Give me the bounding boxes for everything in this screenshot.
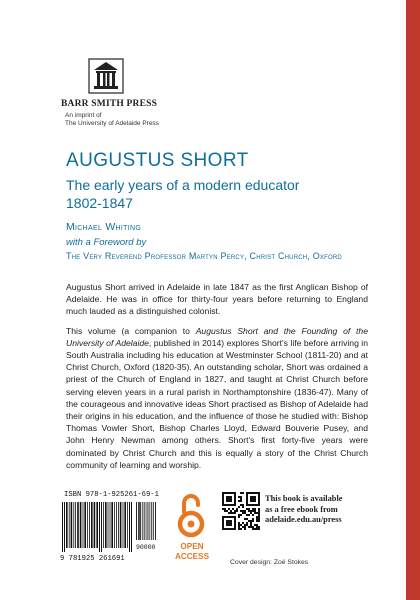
ebook-link[interactable]: adelaide.edu.au/press (265, 515, 342, 524)
cover-design-credit: Cover design: Zoë Stokes (230, 559, 309, 566)
isbn-label: ISBN 978-1-925261-69-1 (64, 491, 159, 499)
book-subtitle (66, 176, 299, 212)
subtitle-line-1: The early years of a modern educator (66, 177, 300, 193)
open-access-label (172, 542, 212, 561)
foreword-intro: with a Foreword by (66, 237, 147, 248)
foreword-author: The Very Reverend Professor Martyn Percy, Christ Church, Oxford (66, 251, 342, 261)
blurb-p2-body: , published in 2014) explores Short's life before arriving in South Australia including his education at Westminster School (1811-20) and at Christ Church, Oxford (1820-35). An outstanding scholar, Short was ordained a priest of the Church of England in 1827, and taught at Christ Church before serving eleven years in a rural parish in Northamptonshire (1836-47). Many of the courageous and innovative ideas Short practised as Bishop of Adelaide had their origins in his education, and the influence of those he studied with: Bishop Thomas Vowler Short, Bishop Charles Lloyd, Edward Bouverie Pusey, and John Henry Newman among others. Short's first forty-five years were dominated by Christ Church and this is equally a story of the Christ Church community of learning and worship. (66, 337, 368, 470)
imprint-line-2: The University of Adelaide Press (65, 120, 159, 127)
open-access-line-1: OPEN (180, 542, 204, 551)
blurb-p2-companion-title: Augustus Short and the Founding of the University of Adelaide (66, 325, 368, 348)
open-access-line-2: ACCESS (174, 551, 210, 561)
publisher-name: BARR SMITH PRESS (61, 99, 158, 109)
author-name: Michael Whiting (66, 221, 142, 233)
blurb-p2-intro: This volume (a companion to (66, 325, 196, 336)
ebook-line-1: This book is available (265, 494, 343, 503)
blurb-paragraph-2 (66, 325, 368, 471)
back-cover-blurb (66, 281, 368, 478)
press-logo-icon (88, 58, 124, 94)
open-access-lock-icon (176, 492, 206, 538)
subtitle-years: 1802-1847 (66, 195, 133, 211)
imprint-line-1: An imprint of (65, 112, 102, 119)
blurb-paragraph-1: Augustus Short arrived in Adelaide in late 1847 as the first Anglican Bishop of Adelaide. He was in office for thirty-four years before returning to England much lauded as a distinguished colonist. (66, 282, 368, 317)
isbn-barcode (60, 491, 172, 571)
ebook-line-2: as a free ebook from (265, 504, 338, 514)
ebook-notice (265, 494, 365, 526)
spine-strip (406, 0, 420, 600)
barcode-addon-digits: 90000 (136, 544, 156, 551)
book-title: AUGUSTUS SHORT (66, 150, 249, 171)
barcode-bars (60, 502, 172, 554)
qr-code-icon (222, 492, 260, 530)
publisher-imprint (65, 112, 159, 128)
barcode-digits: 9 781925 261691 (60, 555, 125, 563)
